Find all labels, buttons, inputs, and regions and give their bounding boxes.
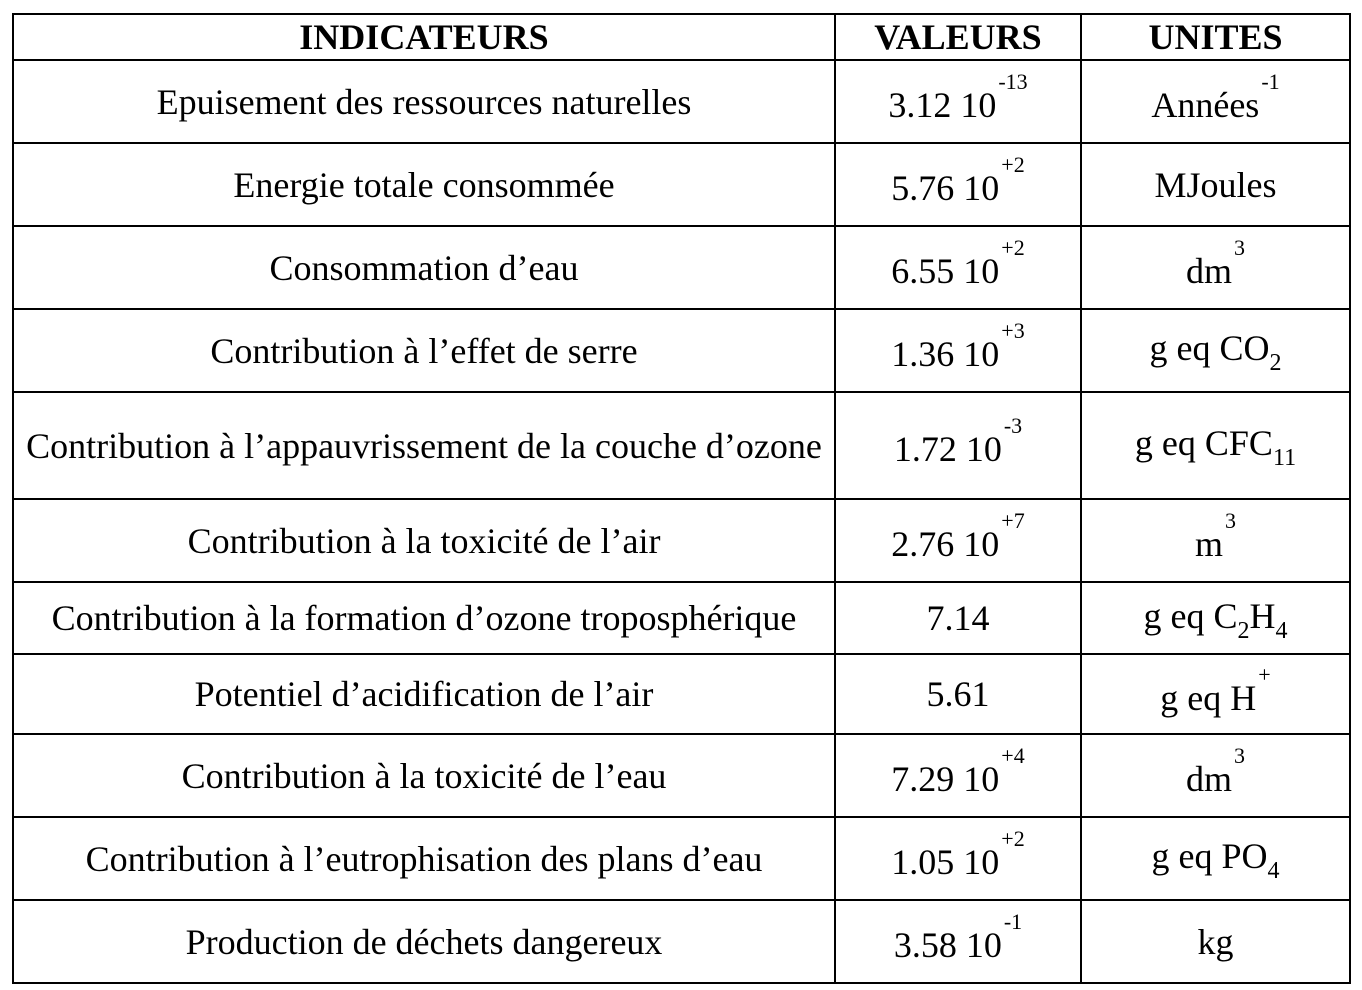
value-mantissa: 3.12 10: [888, 85, 997, 125]
unit-cell: [1081, 392, 1350, 499]
indicator-cell: Contribution à l’eutrophisation des plans d’eau: [13, 817, 835, 900]
value-mantissa: 1.05 10: [891, 842, 1000, 882]
value-exponent: +3: [1001, 318, 1025, 343]
value: [891, 235, 1025, 297]
unit: [1185, 743, 1245, 805]
unit-tail-subscript: 4: [1275, 617, 1288, 644]
unit: [1154, 164, 1276, 206]
value-exponent: +2: [1001, 152, 1025, 177]
value-mantissa: 7.29 10: [891, 759, 1000, 799]
unit: [1198, 921, 1234, 963]
unit-cell: [1081, 309, 1350, 392]
unit-cell: [1081, 734, 1350, 817]
unit-cell: [1081, 900, 1350, 983]
indicator-cell: Contribution à la formation d’ozone troposphérique: [13, 582, 835, 654]
unit-subscript: 2: [1269, 350, 1282, 376]
unit: [1151, 69, 1280, 131]
header-units: UNITES: [1081, 14, 1350, 60]
value-cell: [835, 392, 1081, 499]
indicator-cell: Potentiel d’acidification de l’air: [13, 654, 835, 734]
value: [891, 743, 1025, 805]
indicator-cell: Contribution à l’appauvrissement de la couche d’ozone: [13, 392, 835, 499]
value-cell: [835, 226, 1081, 309]
indicators-table: [12, 13, 1351, 984]
unit-superscript: 3: [1234, 235, 1245, 260]
value-exponent: +2: [1001, 235, 1025, 260]
value-cell: [835, 734, 1081, 817]
unit: [1150, 327, 1282, 374]
value-cell: [835, 309, 1081, 392]
value-exponent: +7: [1001, 508, 1025, 533]
table-row: [13, 734, 1350, 817]
unit-base: kg: [1197, 921, 1234, 962]
indicator-cell: Energie totale consommée: [13, 143, 835, 226]
header-indicators: INDICATEURS: [13, 14, 835, 60]
unit-subscript: 2: [1237, 617, 1250, 644]
unit-base: g eq C: [1143, 595, 1238, 636]
header-values: VALEURS: [835, 14, 1081, 60]
unit-tail: H: [1249, 595, 1276, 636]
value: [891, 318, 1025, 380]
value-cell: [835, 654, 1081, 734]
unit-cell: [1081, 499, 1350, 582]
value-mantissa: 5.76 10: [891, 168, 1000, 208]
unit-base: g eq H: [1160, 677, 1257, 718]
unit-base: g eq PO: [1151, 836, 1268, 876]
unit: [1194, 508, 1236, 570]
unit-subscript: 4: [1267, 858, 1280, 884]
unit-cell: [1081, 582, 1350, 654]
value: [893, 909, 1023, 971]
unit: [1135, 422, 1296, 469]
unit-superscript: 3: [1225, 508, 1236, 533]
value-mantissa: 5.61: [926, 674, 990, 714]
table-row: [13, 582, 1350, 654]
value-exponent: +2: [1001, 826, 1025, 851]
unit-cell: [1081, 60, 1350, 143]
unit-base: dm: [1185, 759, 1232, 799]
unit-superscript: -1: [1261, 69, 1280, 94]
value-cell: [835, 900, 1081, 983]
indicator-cell: Epuisement des ressources naturelles: [13, 60, 835, 143]
unit: [1160, 661, 1271, 724]
indicator-cell: Contribution à l’effet de serre: [13, 309, 835, 392]
unit-cell: [1081, 143, 1350, 226]
unit-subscript: 11: [1272, 445, 1297, 471]
value: [888, 69, 1028, 131]
value-exponent: -1: [1003, 909, 1023, 934]
indicator-cell: Contribution à la toxicité de l’eau: [13, 734, 835, 817]
value-cell: [835, 60, 1081, 143]
value: [893, 413, 1023, 475]
table-row: [13, 143, 1350, 226]
indicator-cell: Contribution à la toxicité de l’air: [13, 499, 835, 582]
value-cell: [835, 817, 1081, 900]
table-row: [13, 226, 1350, 309]
table-row: [13, 817, 1350, 900]
unit-base: MJoules: [1154, 164, 1277, 205]
value: [891, 152, 1025, 214]
value-exponent: -13: [998, 69, 1028, 94]
table-row: [13, 60, 1350, 143]
value-mantissa: 6.55 10: [891, 251, 1000, 291]
table-row: [13, 900, 1350, 983]
unit: [1152, 835, 1280, 882]
value-mantissa: 1.36 10: [891, 334, 1000, 374]
value-mantissa: 2.76 10: [891, 524, 1000, 564]
value-cell: [835, 143, 1081, 226]
unit-base: g eq CO: [1149, 328, 1270, 368]
unit: [1144, 595, 1288, 642]
value: [927, 673, 990, 715]
header-row: [13, 14, 1350, 60]
value: [891, 508, 1025, 570]
unit-superscript: 3: [1234, 743, 1245, 768]
table-row: [13, 654, 1350, 734]
table-row: [13, 499, 1350, 582]
unit-base: Années: [1151, 85, 1260, 125]
value-exponent: +4: [1001, 743, 1025, 768]
unit-base: g eq CFC: [1134, 423, 1273, 463]
unit-base: m: [1194, 524, 1223, 564]
value-cell: [835, 499, 1081, 582]
unit-cell: [1081, 817, 1350, 900]
indicator-cell: Consommation d’eau: [13, 226, 835, 309]
table-row: [13, 309, 1350, 392]
unit-cell: [1081, 654, 1350, 734]
value: [927, 597, 990, 639]
value-mantissa: 7.14: [926, 598, 990, 638]
value: [891, 826, 1025, 888]
value-cell: [835, 582, 1081, 654]
table-row: [13, 392, 1350, 499]
value-exponent: -3: [1003, 413, 1023, 438]
indicator-cell: Production de déchets dangereux: [13, 900, 835, 983]
unit-base: dm: [1185, 251, 1232, 291]
value-mantissa: 3.58 10: [893, 925, 1002, 965]
value-mantissa: 1.72 10: [893, 429, 1002, 469]
unit-superscript: +: [1258, 661, 1271, 687]
unit-cell: [1081, 226, 1350, 309]
unit: [1185, 235, 1245, 297]
